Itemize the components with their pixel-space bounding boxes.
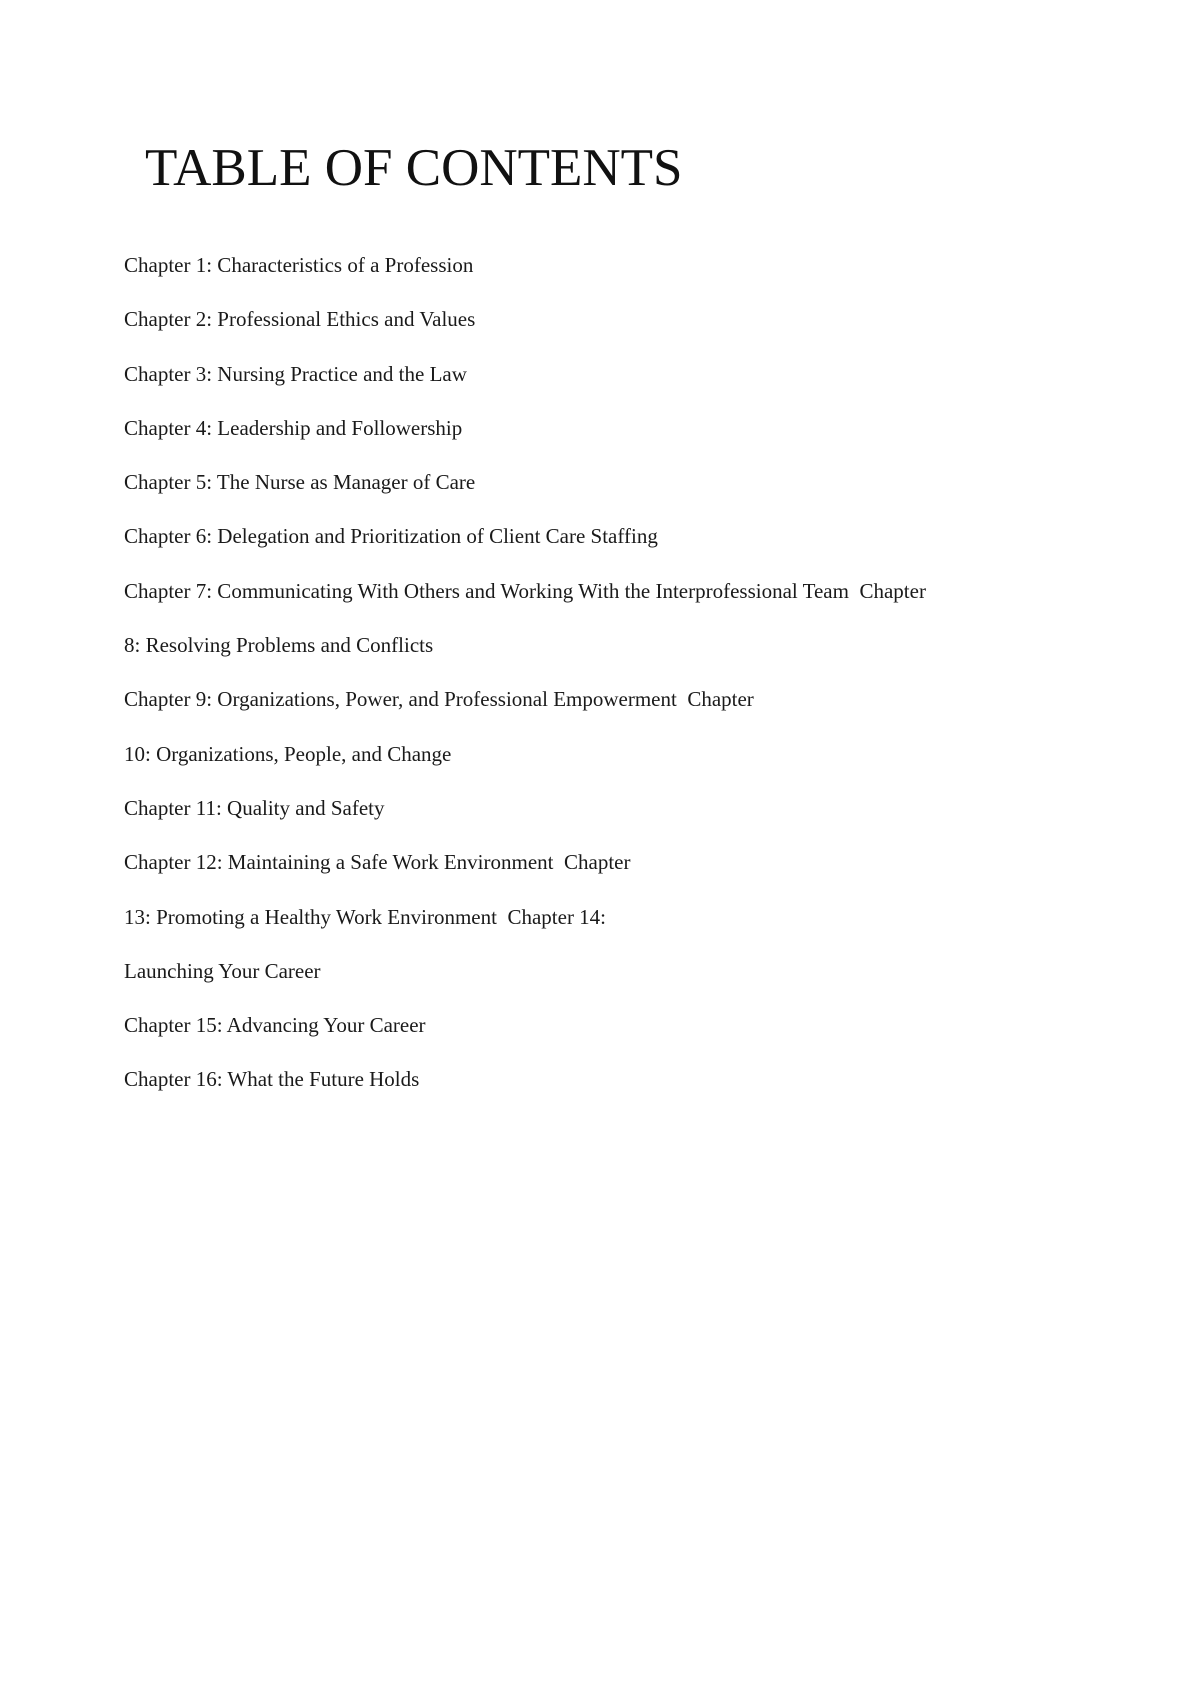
toc-line-6: Chapter 6: Delegation and Prioritization of Client Care Staffing xyxy=(124,524,658,549)
page-title: TABLE OF CONTENTS xyxy=(145,139,683,197)
toc-line-8: 8: Resolving Problems and Conflicts xyxy=(124,633,434,658)
toc-line-11: Chapter 11: Quality and Safety xyxy=(124,795,385,820)
toc-line-7: Chapter 7: Communicating With Others and Working With the Interprofessional Team Chapter xyxy=(124,578,926,603)
toc-line-3: Chapter 3: Nursing Practice and the Law xyxy=(124,361,467,386)
toc-line-5: Chapter 5: The Nurse as Manager of Care xyxy=(124,470,476,495)
toc-line-16: Chapter 16: What the Future Holds xyxy=(124,1067,420,1092)
toc-line-2: Chapter 2: Professional Ethics and Values xyxy=(124,307,476,332)
toc-line-14: Launching Your Career xyxy=(124,958,321,983)
toc-line-12: Chapter 12: Maintaining a Safe Work Environment Chapter xyxy=(124,850,631,875)
toc-line-9: Chapter 9: Organizations, Power, and Professional Empowerment Chapter xyxy=(124,687,754,712)
toc-line-1: Chapter 1: Characteristics of a Profession xyxy=(124,253,474,277)
toc-list xyxy=(124,250,926,1119)
toc-line-4: Chapter 4: Leadership and Followership xyxy=(124,415,463,440)
toc-line-13: 13: Promoting a Healthy Work Environment Chapter 14: xyxy=(124,904,607,929)
toc-line-15: Chapter 15: Advancing Your Career xyxy=(124,1013,426,1038)
toc-line-10: 10: Organizations, People, and Change xyxy=(124,741,452,766)
